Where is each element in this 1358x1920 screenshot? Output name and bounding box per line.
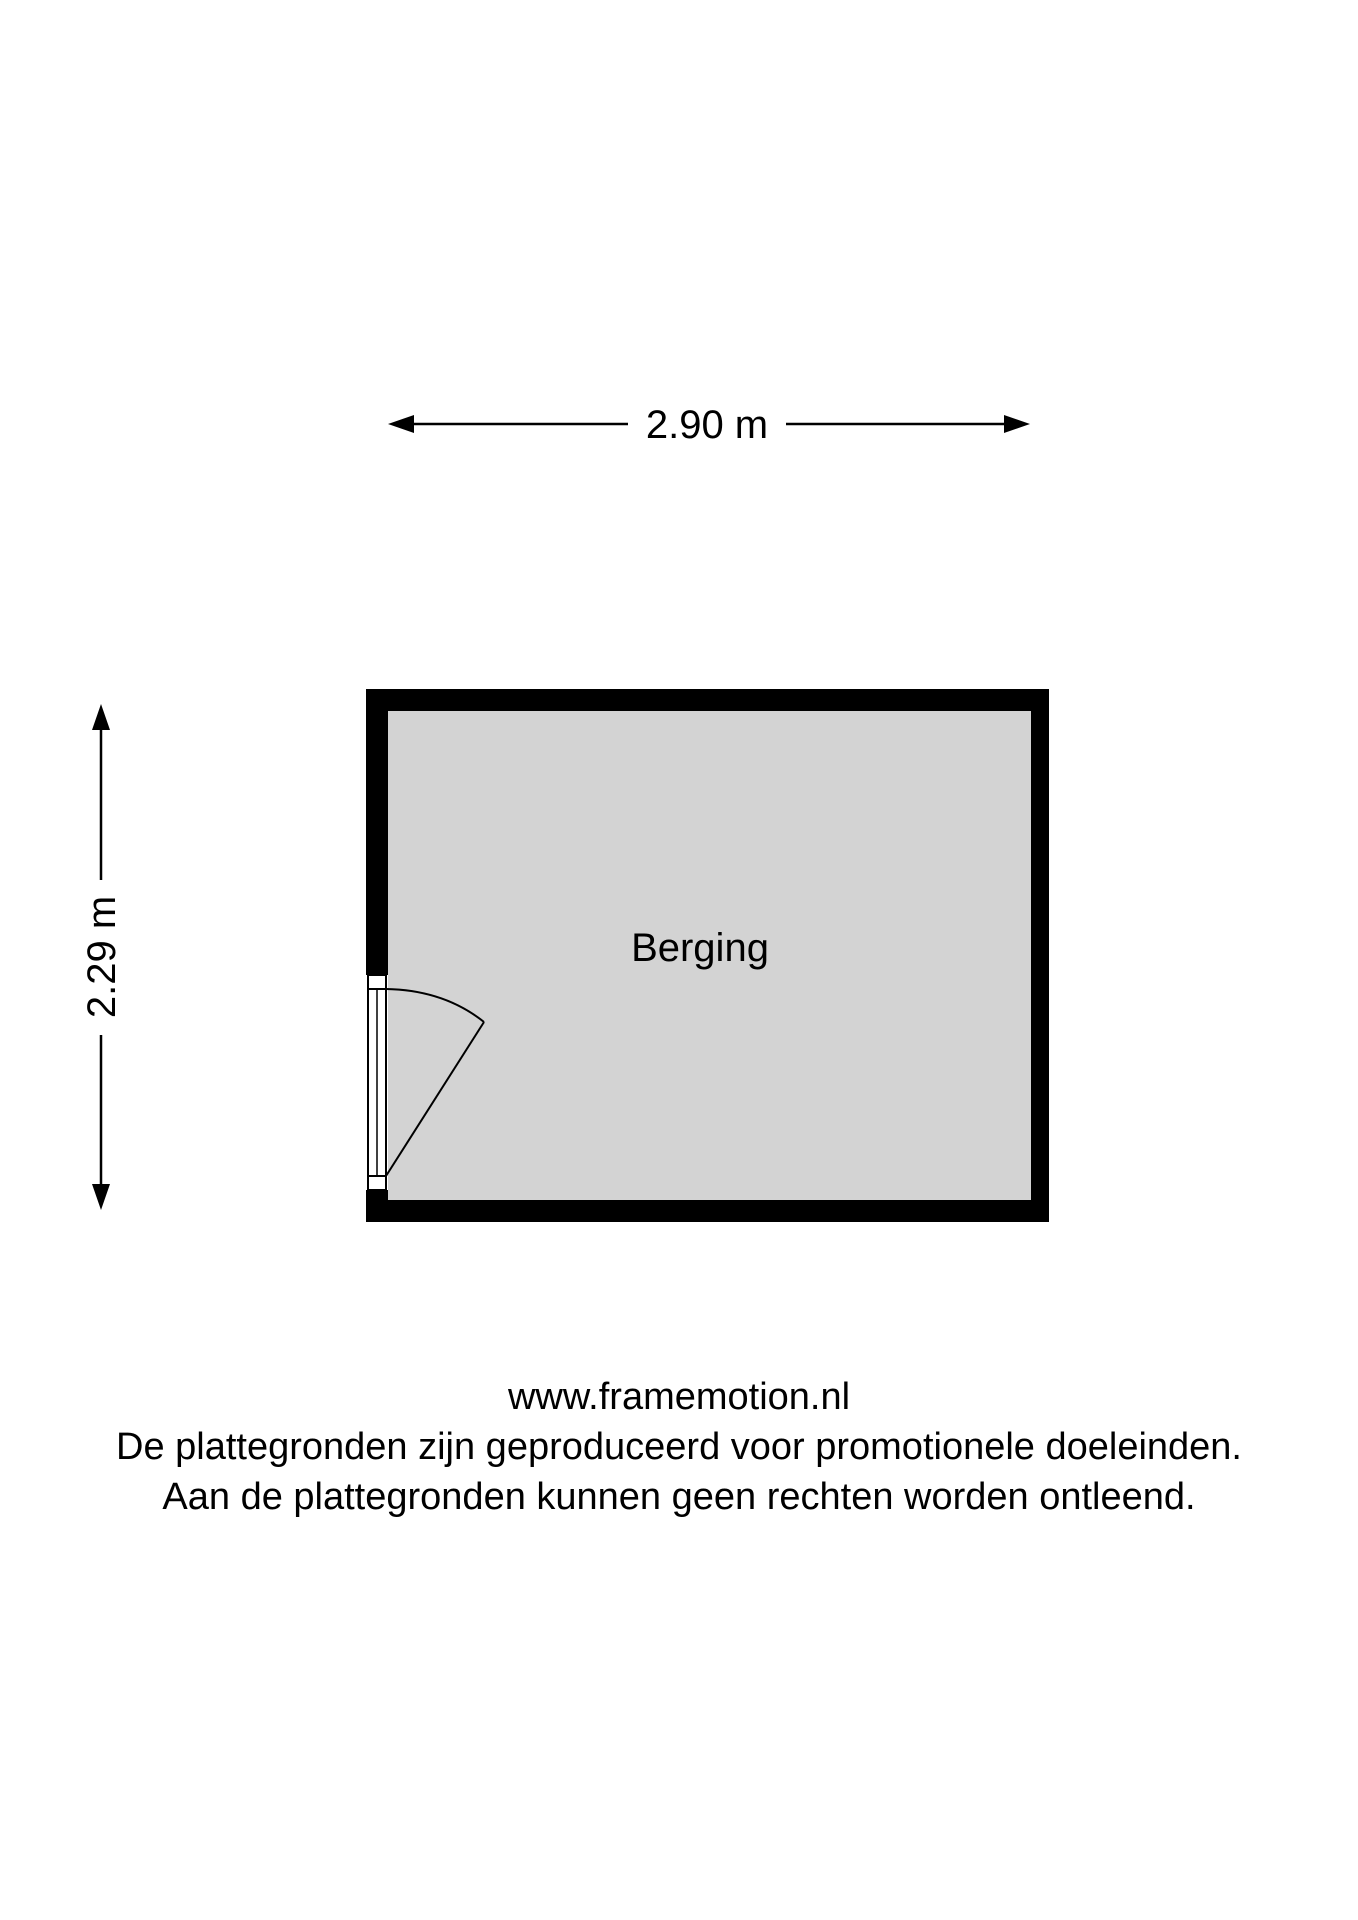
disclaimer-line-1: De plattegronden zijn geproduceerd voor promotionele doeleinden.: [116, 1426, 1242, 1468]
footer: [0, 1372, 1358, 1522]
wall-left-upper: [366, 689, 388, 975]
wall-bottom: [366, 1200, 1049, 1222]
height-dimension-label: 2.29 m: [80, 895, 124, 1019]
width-arrow-left-icon: [388, 415, 414, 433]
wall-right: [1031, 689, 1049, 1222]
door-frame-top: [368, 975, 386, 989]
height-arrow-bottom-icon: [92, 1184, 110, 1210]
room-berging: [366, 689, 1049, 1222]
door-frame-bottom: [368, 1176, 386, 1190]
height-dimension: [80, 704, 124, 1210]
width-dimension-label: 2.90 m: [645, 403, 769, 447]
height-arrow-top-icon: [92, 704, 110, 730]
width-arrow-right-icon: [1004, 415, 1030, 433]
disclaimer-line-2: Aan de plattegronden kunnen geen rechten worden ontleend.: [162, 1476, 1196, 1518]
width-dimension: [388, 403, 1030, 447]
wall-left-lower: [366, 1190, 388, 1222]
wall-top: [366, 689, 1049, 711]
room-label: Berging: [631, 926, 769, 970]
website-link: www.framemotion.nl: [507, 1376, 851, 1418]
